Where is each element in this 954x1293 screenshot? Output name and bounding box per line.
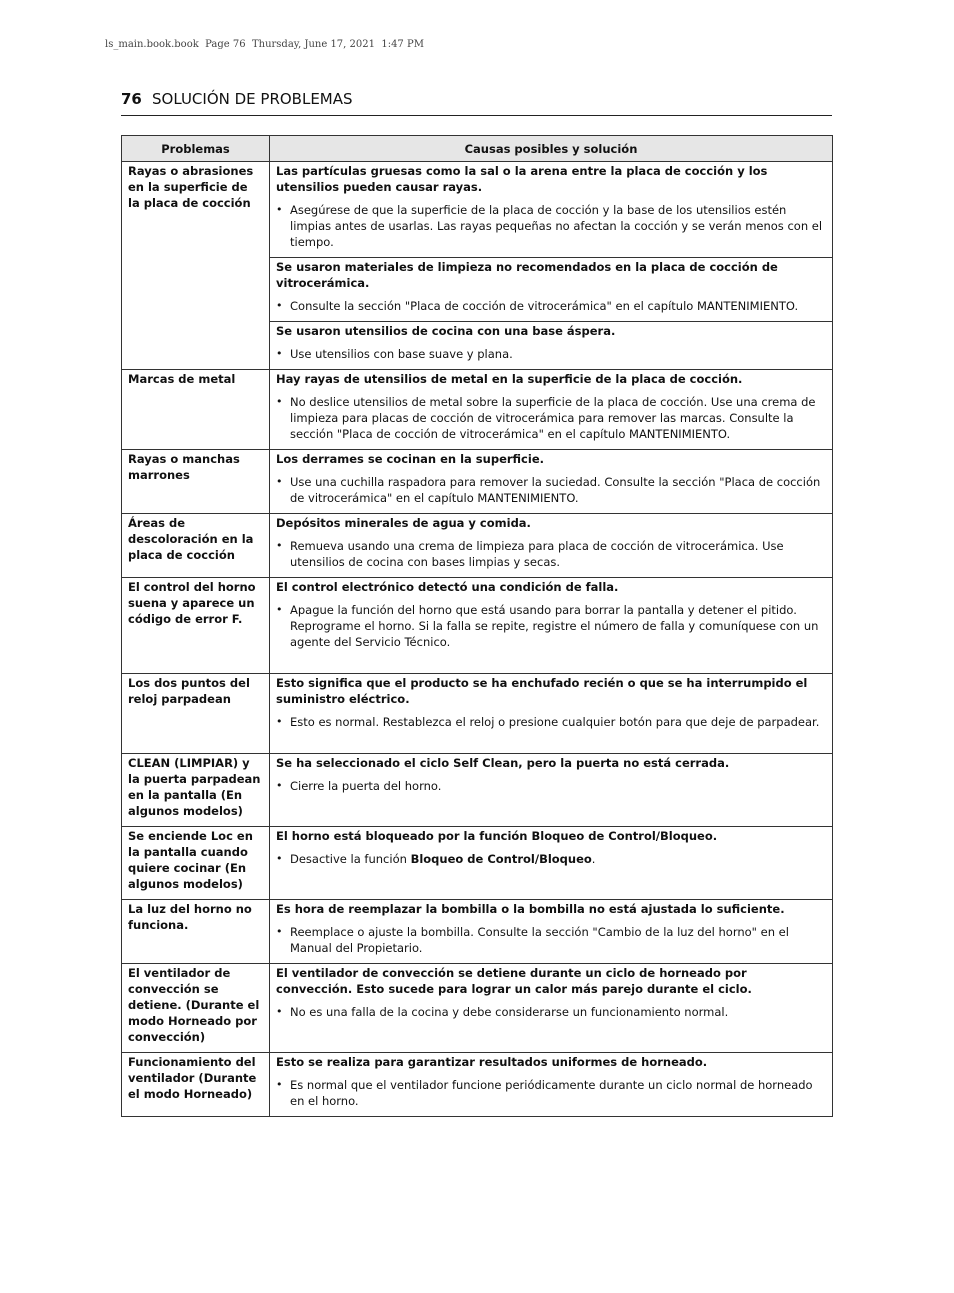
table-row <box>122 827 833 900</box>
solution-bullet <box>276 602 826 650</box>
solution-bullet <box>276 851 826 867</box>
problem-text: Rayas o manchas marrones <box>128 452 240 482</box>
cause-title: Se usaron materiales de limpieza no recomendados en la placa de cocción de vitrocerámica. <box>276 260 778 290</box>
solution-text: Es normal que el ventilador funcione periódicamente durante un ciclo normal de horneado en el horno. <box>290 1078 813 1108</box>
solution-bullet <box>276 714 826 730</box>
bullet-icon: • <box>276 1005 283 1018</box>
cause-title: Hay rayas de utensilios de metal en la superficie de la placa de cocción. <box>276 372 743 386</box>
table-row <box>122 514 833 578</box>
solution-text: Remueva usando una crema de limpieza para placa de cocción de vitrocerámica. Use utensilios de cocina con bases limpias y secas. <box>290 539 784 569</box>
table-row <box>122 1053 833 1117</box>
cause-cell <box>270 1053 833 1117</box>
solution-bullet <box>276 298 826 314</box>
cause-cell <box>270 674 833 754</box>
solution-bullet <box>276 778 826 794</box>
cause-title: Es hora de reemplazar la bombilla o la bombilla no está ajustada lo suficiente. <box>276 902 785 916</box>
bullet-icon: • <box>276 475 283 488</box>
cause-cell <box>270 258 833 322</box>
solution-text: Esto es normal. Restablezca el reloj o presione cualquier botón para que deje de parpadear. <box>290 715 820 729</box>
bullet-icon: • <box>276 203 283 216</box>
cause-title: El control electrónico detectó una condición de falla. <box>276 580 619 594</box>
table-row <box>122 450 833 514</box>
section-title: SOLUCIÓN DE PROBLEMAS <box>152 90 353 108</box>
solution-bullet <box>276 1004 826 1020</box>
solution-text-post: . <box>591 852 596 866</box>
problem-text: La luz del horno no funciona. <box>128 902 252 932</box>
problem-cell <box>122 578 270 674</box>
solution-bullet <box>276 924 826 956</box>
solution-text: Use una cuchilla raspadora para remover la suciedad. Consulte la sección "Placa de cocción de vitrocerámica" en el capítulo MANTENIMIENTO. <box>290 475 821 505</box>
solution-text-emphasis: Bloqueo de Control/Bloqueo <box>410 852 592 866</box>
cause-cell <box>270 754 833 827</box>
column-header-problems: Problemas <box>122 136 270 162</box>
column-header-causes: Causas posibles y solución <box>270 136 833 162</box>
cause-title: Se usaron utensilios de cocina con una base áspera. <box>276 324 616 338</box>
table-row <box>122 674 833 754</box>
table-row <box>122 754 833 827</box>
solution-bullet <box>276 202 826 250</box>
bullet-icon: • <box>276 1078 283 1091</box>
cause-cell <box>270 450 833 514</box>
bullet-icon: • <box>276 539 283 552</box>
cause-title: El ventilador de convección se detiene durante un ciclo de horneado por convección. Esto sucede para lograr un calor más parejo durante el ciclo. <box>276 966 752 996</box>
cause-cell <box>270 322 833 370</box>
table-row <box>122 370 833 450</box>
table-row <box>122 964 833 1053</box>
problem-cell <box>122 514 270 578</box>
problem-cell <box>122 900 270 964</box>
problem-cell <box>122 370 270 450</box>
cause-cell <box>270 900 833 964</box>
cause-title: Esto significa que el producto se ha enchufado recién o que se ha interrumpido el suministro eléctrico. <box>276 676 808 706</box>
solution-text: Reemplace o ajuste la bombilla. Consulte la sección "Cambio de la luz del horno" en el Manual del Propietario. <box>290 925 789 955</box>
cause-cell <box>270 370 833 450</box>
solution-text: Cierre la puerta del horno. <box>290 779 442 793</box>
table-row <box>122 900 833 964</box>
solution-text: Asegúrese de que la superficie de la placa de cocción y la base de los utensilios estén limpias antes de usarlas. Las rayas pequeñas no afectan la cocción y se verán menos con el tiempo. <box>290 203 823 249</box>
problem-cell <box>122 964 270 1053</box>
problem-cell <box>122 162 270 370</box>
bullet-icon: • <box>276 715 283 728</box>
troubleshooting-table <box>121 135 833 1117</box>
bullet-icon: • <box>276 299 283 312</box>
solution-bullet <box>276 474 826 506</box>
problem-cell <box>122 674 270 754</box>
problem-text: CLEAN (LIMPIAR) y la puerta parpadean en la pantalla (En algunos modelos) <box>128 756 261 818</box>
cause-cell <box>270 964 833 1053</box>
solution-bullet <box>276 538 826 570</box>
bullet-icon: • <box>276 347 283 360</box>
problem-cell <box>122 754 270 827</box>
cause-title: Se ha seleccionado el ciclo Self Clean, pero la puerta no está cerrada. <box>276 756 730 770</box>
solution-bullet <box>276 394 826 442</box>
problem-cell <box>122 450 270 514</box>
solution-text: No deslice utensilios de metal sobre la superficie de la placa de cocción. Use una crema de limpieza para placas de cocción de vitrocerámica para remover las marcas. Consulte la sección "Placa de cocción de vitrocerámica" en el capítulo MANTENIMIENTO. <box>290 395 816 441</box>
problem-text: Los dos puntos del reloj parpadean <box>128 676 250 706</box>
problem-cell <box>122 827 270 900</box>
problem-text: Funcionamiento del ventilador (Durante el modo Horneado) <box>128 1055 257 1101</box>
problem-text: Se enciende Loc en la pantalla cuando quiere cocinar (En algunos modelos) <box>128 829 253 891</box>
solution-text: No es una falla de la cocina y debe considerarse un funcionamiento normal. <box>290 1005 729 1019</box>
solution-bullet <box>276 346 826 362</box>
page-header <box>121 89 832 116</box>
cause-cell <box>270 162 833 258</box>
bullet-icon: • <box>276 925 283 938</box>
cause-title: Esto se realiza para garantizar resultados uniformes de horneado. <box>276 1055 708 1069</box>
cause-title: El horno está bloqueado por la función Bloqueo de Control/Bloqueo. <box>276 829 718 843</box>
problem-text: El ventilador de convección se detiene. (Durante el modo Horneado por convección) <box>128 966 260 1044</box>
solution-text: Use utensilios con base suave y plana. <box>290 347 513 361</box>
solution-bullet <box>276 1077 826 1109</box>
bullet-icon: • <box>276 852 283 865</box>
solution-text: Consulte la sección "Placa de cocción de vitrocerámica" en el capítulo MANTENIMIENTO. <box>290 299 799 313</box>
problem-text: Marcas de metal <box>128 372 236 386</box>
bullet-icon: • <box>276 779 283 792</box>
solution-text-pre: Desactive la función <box>290 852 411 866</box>
solution-text: Apague la función del horno que está usando para borrar la pantalla y detener el pitido. Reprograme el horno. Si la falla se repite, registre el número de falla y comuníquese con un agente del Servicio Técnico. <box>290 603 819 649</box>
table-row <box>122 578 833 674</box>
problem-text: Rayas o abrasiones en la superficie de la placa de cocción <box>128 164 254 210</box>
problem-text: Áreas de descoloración en la placa de cocción <box>128 516 254 562</box>
cause-title: Depósitos minerales de agua y comida. <box>276 516 531 530</box>
cause-title: Los derrames se cocinan en la superficie. <box>276 452 544 466</box>
table-header-row <box>122 136 833 162</box>
solution-text <box>290 851 826 867</box>
cause-cell <box>270 578 833 674</box>
bullet-icon: • <box>276 395 283 408</box>
cause-title: Las partículas gruesas como la sal o la arena entre la placa de cocción y los utensilios pueden causar rayas. <box>276 164 768 194</box>
bullet-icon: • <box>276 603 283 616</box>
page-number: 76 <box>121 90 142 108</box>
problem-text: El control del horno suena y aparece un código de error F. <box>128 580 256 626</box>
book-slug: ls_main.book.book Page 76 Thursday, June 17, 2021 1:47 PM <box>105 39 424 50</box>
problem-cell <box>122 1053 270 1117</box>
cause-cell <box>270 827 833 900</box>
cause-cell <box>270 514 833 578</box>
table-row <box>122 162 833 258</box>
